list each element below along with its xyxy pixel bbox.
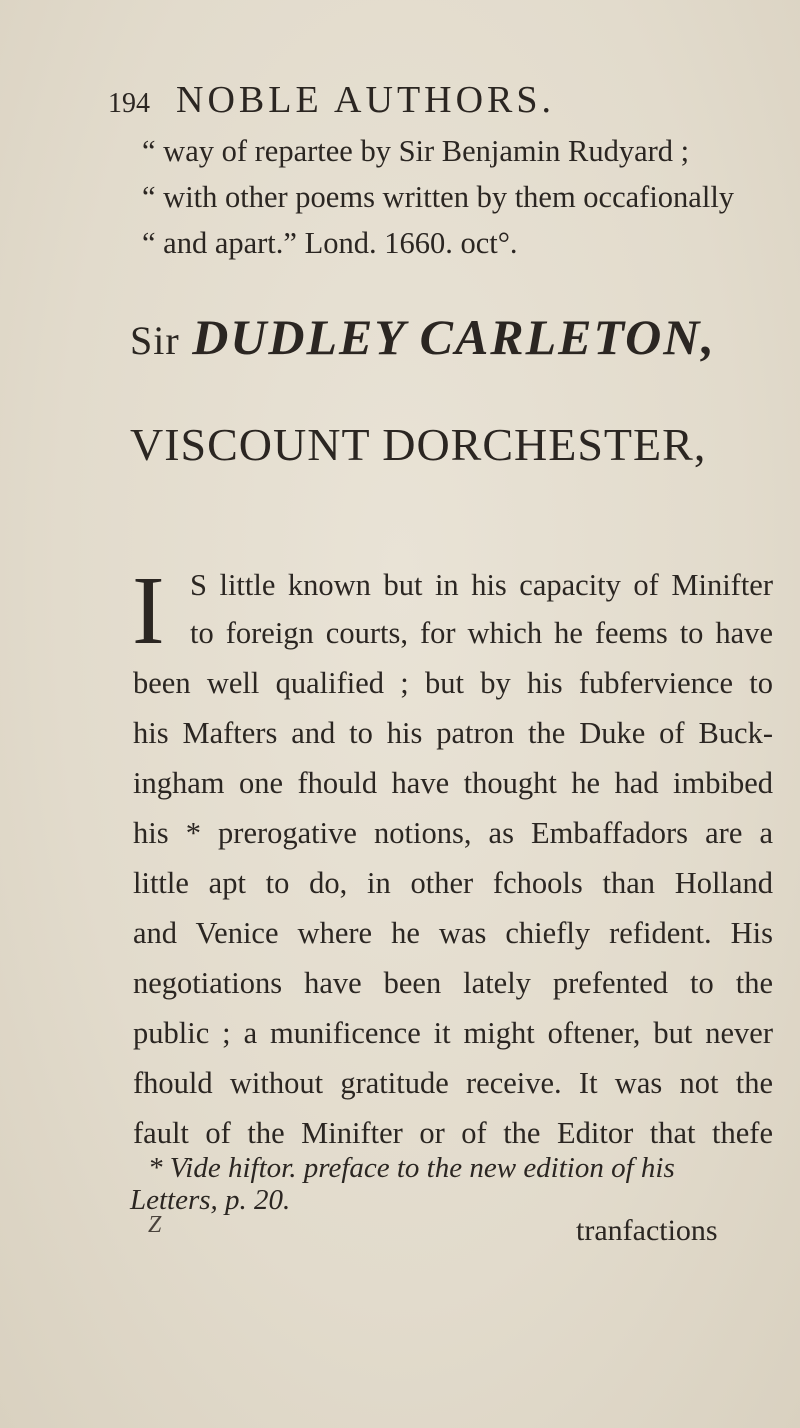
page-number: 194	[108, 88, 150, 119]
body-line-8: and Venice where he was chiefly refident. His	[133, 916, 773, 950]
carryover-line-3: “ and apart.” Lond. 1660. oct°.	[142, 226, 518, 260]
carryover-line-2: “ with other poems written by them occafionally	[142, 180, 735, 214]
running-title: NOBLE AUTHORS.	[176, 79, 556, 121]
body-line-9: negotiations have been lately prefented to the	[133, 966, 773, 1000]
signature-mark: Z	[148, 1212, 162, 1238]
body-line-10: public ; a munificence it might oftener, but never	[133, 1016, 773, 1050]
entry-heading-title: VISCOUNT DORCHESTER,	[130, 419, 707, 470]
body-line-5: ingham one fhould have thought he had imbibed	[133, 766, 773, 800]
body-line-3: been well qualified ; but by his fubfervience to	[133, 666, 773, 700]
carryover-line-1: “ way of repartee by Sir Benjamin Rudyard ;	[142, 134, 690, 168]
body-line-4: his Mafters and to his patron the Duke of Buck-	[133, 716, 773, 750]
body-line-7: little apt to do, in other fchools than Holland	[133, 866, 773, 900]
heading-honorific: Sir	[130, 318, 180, 363]
body-line-11: fhould without gratitude receive. It was not the	[133, 1066, 773, 1100]
catchword: tranfactions	[576, 1214, 718, 1247]
footnote-line-1: * Vide hiftor. preface to the new edition of his	[148, 1152, 675, 1184]
body-line-6: his * prerogative notions, as Embaffadors are a	[133, 816, 773, 850]
body-line-2: to foreign courts, for which he feems to have	[190, 616, 773, 650]
heading-person-name: DUDLEY CARLETON,	[192, 309, 716, 365]
body-line-12: fault of the Minifter or of the Editor that thefe	[133, 1116, 773, 1150]
footnote-line-2: Letters, p. 20.	[130, 1184, 291, 1216]
drop-cap: I	[132, 557, 165, 665]
body-line-1: S little known but in his capacity of Minifter	[190, 568, 773, 602]
entry-heading-name	[130, 308, 716, 366]
running-head	[108, 78, 555, 122]
